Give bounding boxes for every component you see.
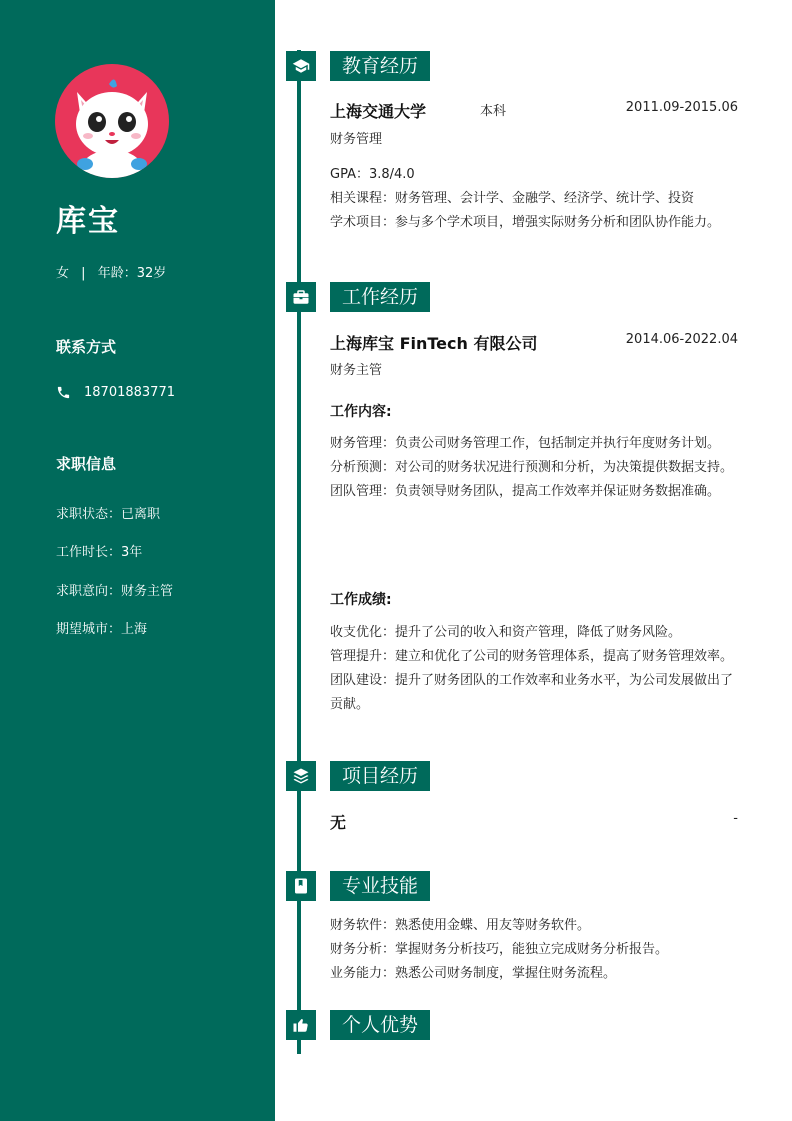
age: 年龄：32岁 — [97, 266, 167, 281]
project-period: - — [733, 811, 738, 826]
job-info-title: 求职信息 — [56, 455, 117, 473]
work-achievement-title: 工作成绩: — [330, 592, 392, 608]
timeline-line — [297, 50, 301, 1054]
phone-number[interactable]: 18701883771 — [84, 385, 175, 400]
academic-projects: 学术项目：参与多个学术项目，增强实际财务分析和团队协作能力。 — [330, 215, 721, 230]
company-name: 上海库宝 FinTech 有限公司 — [330, 334, 538, 353]
graduation-cap-icon — [286, 51, 316, 81]
major: 财务管理 — [330, 132, 383, 147]
phone-row — [56, 385, 175, 400]
work-content-title: 工作内容: — [330, 404, 392, 420]
work-content-item: 财务管理：负责公司财务管理工作，包括制定并执行年度财务计划。 — [330, 436, 721, 451]
book-icon — [286, 871, 316, 901]
phone-icon — [56, 385, 71, 400]
gender: 女 — [56, 266, 70, 281]
achievement-item: 管理提升：建立和优化了公司的财务管理体系，提高了财务管理效率。 — [330, 649, 734, 664]
project-name: 无 — [330, 813, 347, 832]
briefcase-icon — [286, 282, 316, 312]
work-content-item: 团队管理：负责领导财务团队，提高工作效率并保证财务数据准确。 — [330, 484, 721, 499]
contact-title: 联系方式 — [56, 338, 117, 356]
work-role: 财务主管 — [330, 363, 383, 378]
job-status: 求职状态：已离职 — [56, 507, 161, 522]
section-title-advantage: 个人优势 — [330, 1010, 430, 1040]
work-period: 2014.06-2022.04 — [625, 332, 738, 347]
education-period: 2011.09-2015.06 — [625, 100, 738, 115]
sidebar — [0, 0, 275, 1121]
achievement-item: 团队建设：提升了财务团队的工作效率和业务水平，为公司发展做出了贡献。 — [330, 673, 734, 712]
work-achievements — [330, 621, 738, 717]
profile-name: 库宝 — [56, 204, 120, 239]
skill-item: 财务软件：熟悉使用金蝶、用友等财务软件。 — [330, 918, 591, 933]
thumbs-up-icon — [286, 1010, 316, 1040]
basic-info — [56, 262, 166, 281]
work-content-item: 分析预测：对公司的财务状况进行预测和分析，为决策提供数据支持。 — [330, 460, 734, 475]
section-title-project: 项目经历 — [330, 761, 430, 791]
skills-list — [330, 914, 738, 986]
section-title-education: 教育经历 — [330, 51, 430, 81]
layers-icon — [286, 761, 316, 791]
info-separator: | — [81, 266, 86, 281]
expected-city: 期望城市：上海 — [56, 622, 148, 637]
school-name: 上海交通大学 — [330, 102, 427, 121]
achievement-item: 收支优化：提升了公司的收入和资产管理，降低了财务风险。 — [330, 625, 682, 640]
work-duration: 工作时长：3年 — [56, 545, 143, 560]
skill-item: 业务能力：熟悉公司财务制度，掌握住财务流程。 — [330, 966, 617, 981]
education-details — [330, 163, 738, 235]
section-title-skills: 专业技能 — [330, 871, 430, 901]
work-content — [330, 432, 738, 504]
job-intention: 求职意向：财务主管 — [56, 584, 174, 599]
skill-item: 财务分析：掌握财务分析技巧，能独立完成财务分析报告。 — [330, 942, 669, 957]
related-courses: 相关课程：财务管理、会计学、金融学、经济学、统计学、投资 — [330, 191, 695, 206]
gpa: GPA：3.8/4.0 — [330, 167, 415, 182]
degree: 本科 — [480, 104, 507, 119]
section-title-work: 工作经历 — [330, 282, 430, 312]
avatar — [55, 64, 169, 178]
cat-mascot-icon — [55, 64, 169, 178]
